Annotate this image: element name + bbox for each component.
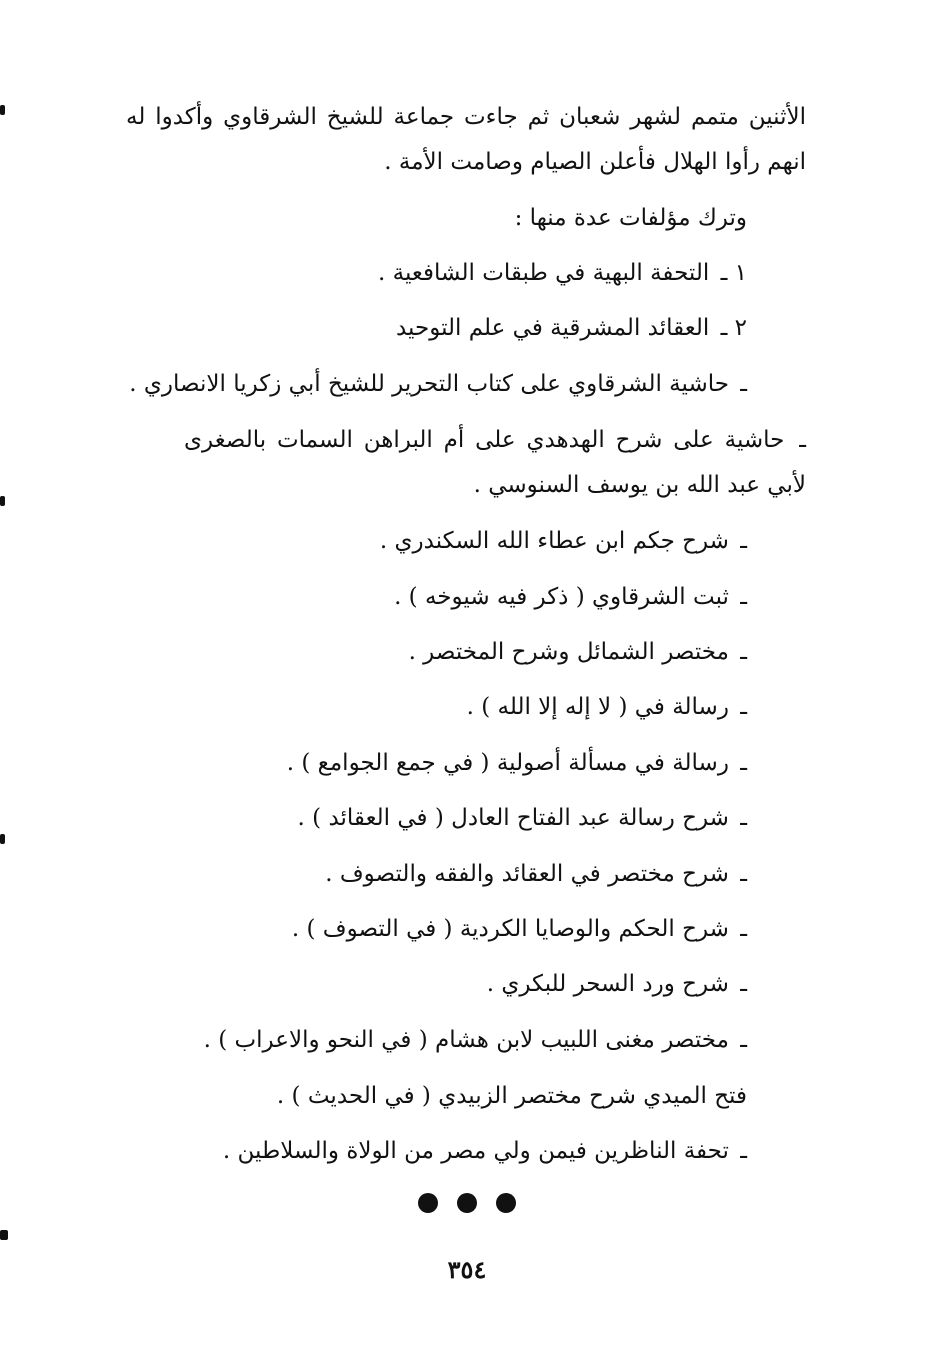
work-title: لأبي عبد الله بن يوسف السنوسي . bbox=[473, 472, 806, 498]
work-dash: ـ bbox=[740, 584, 747, 610]
work-title: شرح رسالة عبد الفتاح العادل ( في العقائد ) . bbox=[297, 805, 729, 831]
work-title: شرح الحكم والوصايا الكردية ( في التصوف ) . bbox=[291, 916, 729, 942]
work-title: شرح مختصر في العقائد والفقه والتصوف . bbox=[325, 861, 729, 887]
scan-edge-mark bbox=[0, 1230, 8, 1240]
work-dash: ـ bbox=[740, 371, 747, 397]
work-dash: ـ bbox=[740, 971, 747, 997]
work-dash: ـ bbox=[799, 427, 806, 453]
work-item bbox=[394, 581, 747, 613]
work-dash: ـ bbox=[740, 694, 747, 720]
paragraph-line-2: انهم رأوا الهلال فأعلن الصيام وصامت الأمة . bbox=[384, 149, 806, 175]
work-dash: ـ bbox=[740, 916, 747, 942]
work-title: شرح جكم ابن عطاء الله السكندري . bbox=[379, 528, 729, 554]
work-title: تحفة الناظرين فيمن ولي مصر من الولاة والسلاطين . bbox=[222, 1138, 729, 1164]
work-title: حاشية على شرح الهدهدي على أم البراهن السمات بالصغرى bbox=[184, 427, 785, 453]
work-dash: ـ bbox=[740, 1027, 747, 1053]
work-dash: ـ bbox=[740, 861, 747, 887]
work-title: مختصر الشمائل وشرح المختصر . bbox=[408, 639, 729, 665]
works-intro: وترك مؤلفات عدة منها : bbox=[514, 205, 747, 231]
ornament-dot bbox=[457, 1193, 477, 1213]
work-item bbox=[277, 1080, 747, 1112]
work-dash: ـ bbox=[740, 528, 747, 554]
work-dash: ـ bbox=[740, 639, 747, 665]
ornament-dot bbox=[418, 1193, 438, 1213]
work-item bbox=[396, 312, 747, 344]
work-title: العقائد المشرقية في علم التوحيد bbox=[395, 315, 710, 341]
work-item bbox=[487, 968, 747, 1000]
work-dash: ـ bbox=[740, 805, 747, 831]
work-item bbox=[467, 691, 747, 723]
work-item bbox=[298, 802, 747, 834]
work-title: التحفة البهية في طبقات الشافعية . bbox=[378, 260, 710, 286]
work-item bbox=[129, 368, 747, 400]
work-title: حاشية الشرقاوي على كتاب التحرير للشيخ أبي زكريا الانصاري . bbox=[129, 371, 729, 397]
work-item bbox=[409, 636, 747, 668]
work-item bbox=[204, 1024, 747, 1056]
work-dash: ـ bbox=[740, 1138, 747, 1164]
work-item bbox=[184, 424, 806, 456]
work-item bbox=[223, 1135, 747, 1167]
paragraph-line-1: الأثنين متمم لشهر شعبان ثم جاءت جماعة للشيخ الشرقاوي وأكدوا له bbox=[126, 104, 806, 130]
section-divider-ornament bbox=[0, 1193, 934, 1217]
work-title: فتح الميدي شرح مختصر الزبيدي ( في الحديث ) . bbox=[276, 1083, 747, 1109]
work-dash: ـ bbox=[740, 750, 747, 776]
work-item-continuation bbox=[474, 469, 806, 501]
work-title: مختصر مغنى اللبيب لابن هشام ( في النحو والاعراب ) . bbox=[203, 1027, 729, 1053]
work-item bbox=[292, 913, 747, 945]
work-title: رسالة في مسألة أصولية ( في جمع الجوامع ) . bbox=[286, 750, 729, 776]
work-title: شرح ورد السحر للبكري . bbox=[486, 971, 729, 997]
work-title: رسالة في ( لا إله إلا الله ) . bbox=[466, 694, 729, 720]
ornament-dot bbox=[496, 1193, 516, 1213]
page-number: ٣٥٤ bbox=[447, 1255, 487, 1284]
scan-edge-mark bbox=[0, 105, 5, 115]
scan-edge-mark bbox=[0, 496, 5, 506]
work-item bbox=[380, 525, 747, 557]
work-item bbox=[287, 747, 747, 779]
work-number: ٢ ـ bbox=[720, 315, 747, 341]
work-item bbox=[325, 858, 747, 890]
work-number: ١ ـ bbox=[720, 260, 747, 286]
scan-edge-mark bbox=[0, 834, 5, 844]
work-item bbox=[378, 257, 747, 289]
work-title: ثبت الشرقاوي ( ذكر فيه شيوخه ) . bbox=[394, 584, 729, 610]
